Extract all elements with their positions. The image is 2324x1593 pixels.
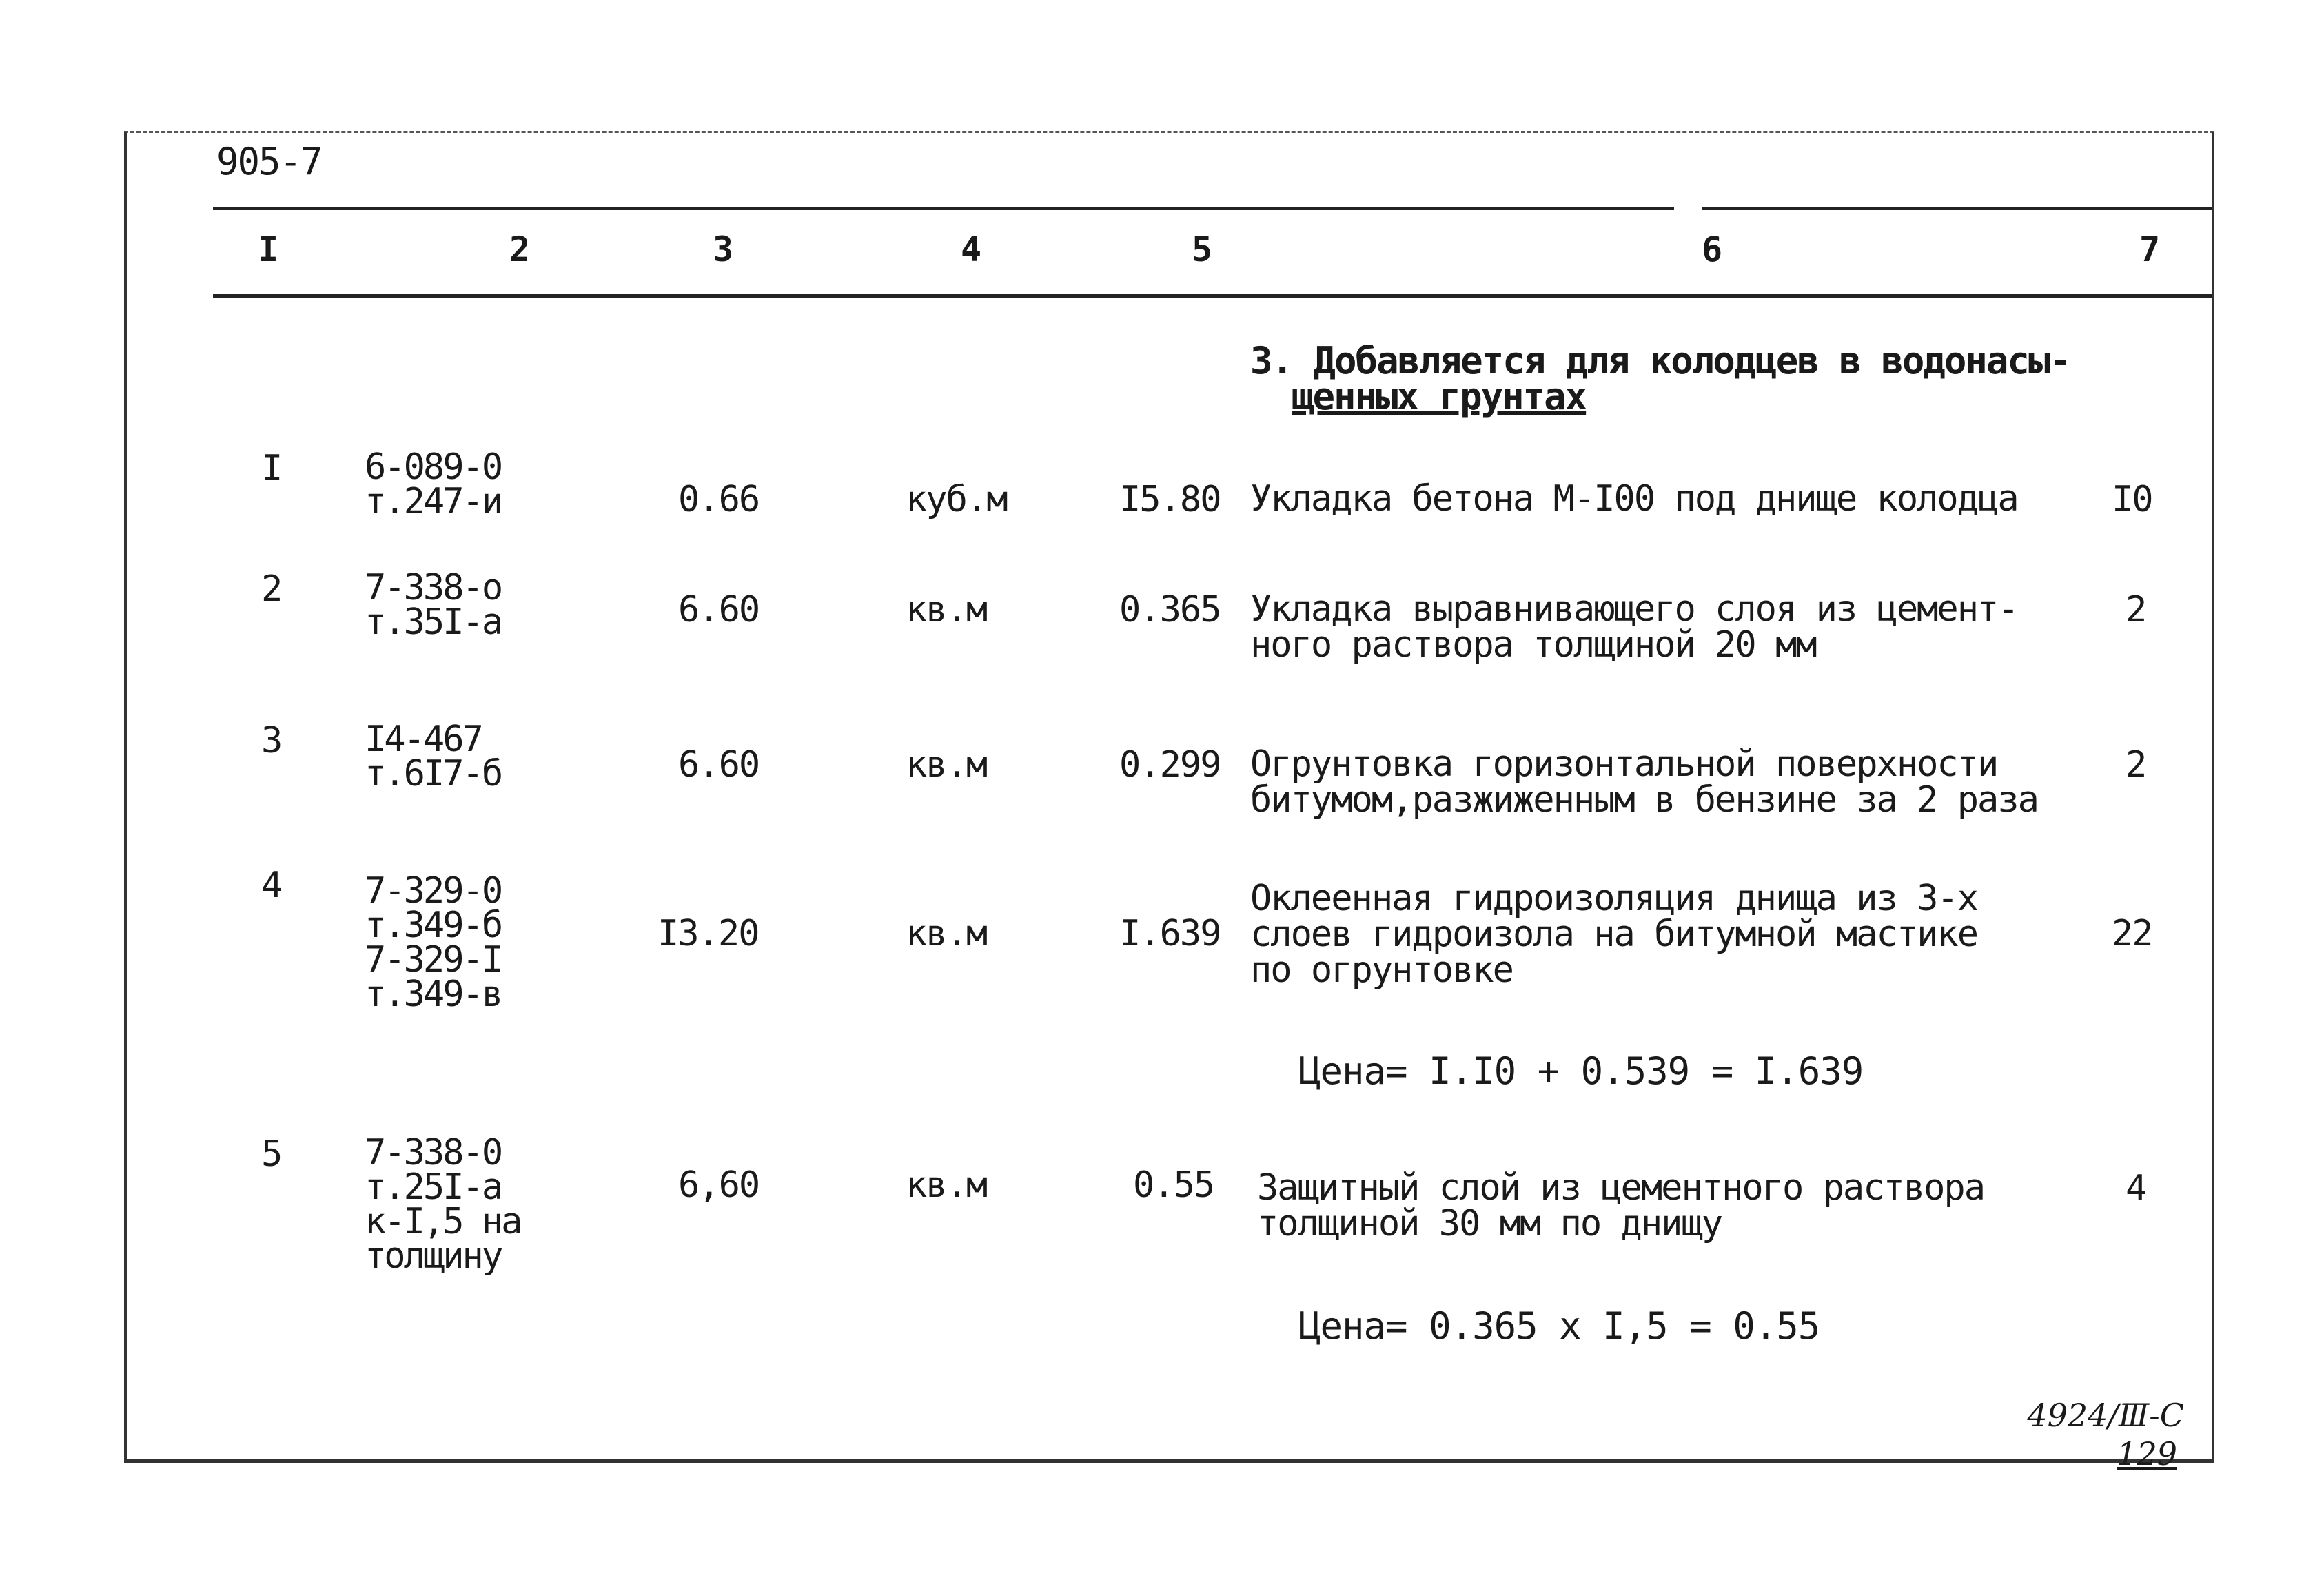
total-cost: 2 <box>2126 589 2146 630</box>
total-cost: I0 <box>2112 479 2152 520</box>
work-description <box>1250 878 1978 991</box>
description-line: слоев гидроизола на битумной мастике <box>1250 914 1978 955</box>
column-header-6: 6 <box>1701 229 1723 269</box>
reference-line: т.247-и <box>365 481 502 522</box>
price-formula: Цена= 0.365 х I,5 = 0.55 <box>1298 1304 1820 1348</box>
reference-line: 7-329-0 <box>365 870 502 912</box>
unit-price: 0.55 <box>1133 1164 1214 1206</box>
header-bottom-rule <box>213 294 2212 298</box>
quantity: 6.60 <box>678 744 760 785</box>
total-cost: 4 <box>2126 1168 2146 1209</box>
reference-line: 6-089-0 <box>365 446 502 488</box>
reference-line: т.349-б <box>365 905 502 946</box>
quantity: 6,60 <box>678 1164 760 1206</box>
quantity: 6.60 <box>678 589 760 630</box>
unit: кв.м <box>906 744 987 785</box>
total-cost: 22 <box>2112 913 2152 954</box>
description-line: Оклеенная гидроизоляция днища из 3-х <box>1250 878 1978 919</box>
work-description <box>1250 478 2018 520</box>
reference-line: 7-329-I <box>365 939 502 980</box>
description-line: ного раствора толщиной 20 мм <box>1250 624 1816 666</box>
row-number: I <box>261 448 282 489</box>
reference-code <box>365 719 502 794</box>
unit: кв.м <box>906 589 987 630</box>
price-formula: Цена= I.I0 + 0.539 = I.639 <box>1298 1049 1864 1093</box>
row-number: 5 <box>261 1133 282 1175</box>
description-line: толщиной 30 мм по днищу <box>1257 1203 1722 1244</box>
sheet-mark <box>2027 1396 2184 1473</box>
column-header-3: 3 <box>712 229 734 269</box>
row-number: 2 <box>261 568 282 610</box>
unit-price: 0.299 <box>1119 744 1221 785</box>
reference-line: т.35I-а <box>365 602 502 643</box>
unit: кв.м <box>906 913 987 954</box>
unit-price: I.639 <box>1119 913 1221 954</box>
section-title-line-1: 3. Добавляется для колодцев в водонасы- <box>1250 339 2070 382</box>
document-code: 905-7 <box>216 140 322 183</box>
document-sheet <box>124 131 2214 1472</box>
work-description <box>1250 588 2018 666</box>
description-line: битумом,разжиженным в бензине за 2 раза <box>1250 779 2038 821</box>
reference-line: 7-338-0 <box>365 1132 502 1173</box>
reference-code <box>365 870 502 1015</box>
unit-price: 0.365 <box>1119 589 1221 630</box>
column-header-2: 2 <box>509 229 531 269</box>
total-cost: 2 <box>2126 744 2146 785</box>
row-number: 4 <box>261 865 282 906</box>
reference-line: к-I,5 на <box>365 1201 521 1242</box>
row-number: 3 <box>261 720 282 761</box>
sheet-number: 129 <box>2117 1435 2177 1472</box>
unit: кв.м <box>906 1164 987 1206</box>
reference-line: т.6I7-б <box>365 753 502 794</box>
work-description <box>1250 743 2038 821</box>
reference-code <box>365 446 502 522</box>
unit-price: I5.80 <box>1119 479 1221 520</box>
description-line: Укладка выравнивающего слоя из цемент- <box>1250 588 2018 630</box>
column-header-7: 7 <box>2139 229 2161 269</box>
reference-line: 7-338-о <box>365 567 502 608</box>
work-description <box>1257 1167 1985 1244</box>
description-line: по огрунтовке <box>1250 949 1513 991</box>
header-top-rule-right <box>1702 207 2212 210</box>
description-line: Защитный слой из цементного раствора <box>1257 1167 1985 1209</box>
reference-line: толщину <box>365 1235 502 1277</box>
reference-line: I4-467 <box>365 719 482 760</box>
reference-code <box>365 567 502 643</box>
quantity: I3.20 <box>658 913 759 954</box>
section-title <box>1250 339 2070 418</box>
description-line: Укладка бетона М-I00 под днище колодца <box>1250 478 2018 520</box>
reference-line: т.25I-а <box>365 1167 502 1208</box>
column-header-5: 5 <box>1191 229 1213 269</box>
sheet-mark-code: 4924/Ⅲ-C <box>2027 1397 2184 1434</box>
column-header-1: I <box>257 229 279 269</box>
quantity: 0.66 <box>678 479 760 520</box>
header-top-rule-left <box>213 207 1674 210</box>
reference-code <box>365 1132 521 1277</box>
reference-line: т.349-в <box>365 974 502 1015</box>
section-title-line-2: щенных грунтах <box>1292 375 1587 418</box>
unit: куб.м <box>906 479 1007 520</box>
description-line: Огрунтовка горизонтальной поверхности <box>1250 743 1998 785</box>
column-header-4: 4 <box>960 229 982 269</box>
